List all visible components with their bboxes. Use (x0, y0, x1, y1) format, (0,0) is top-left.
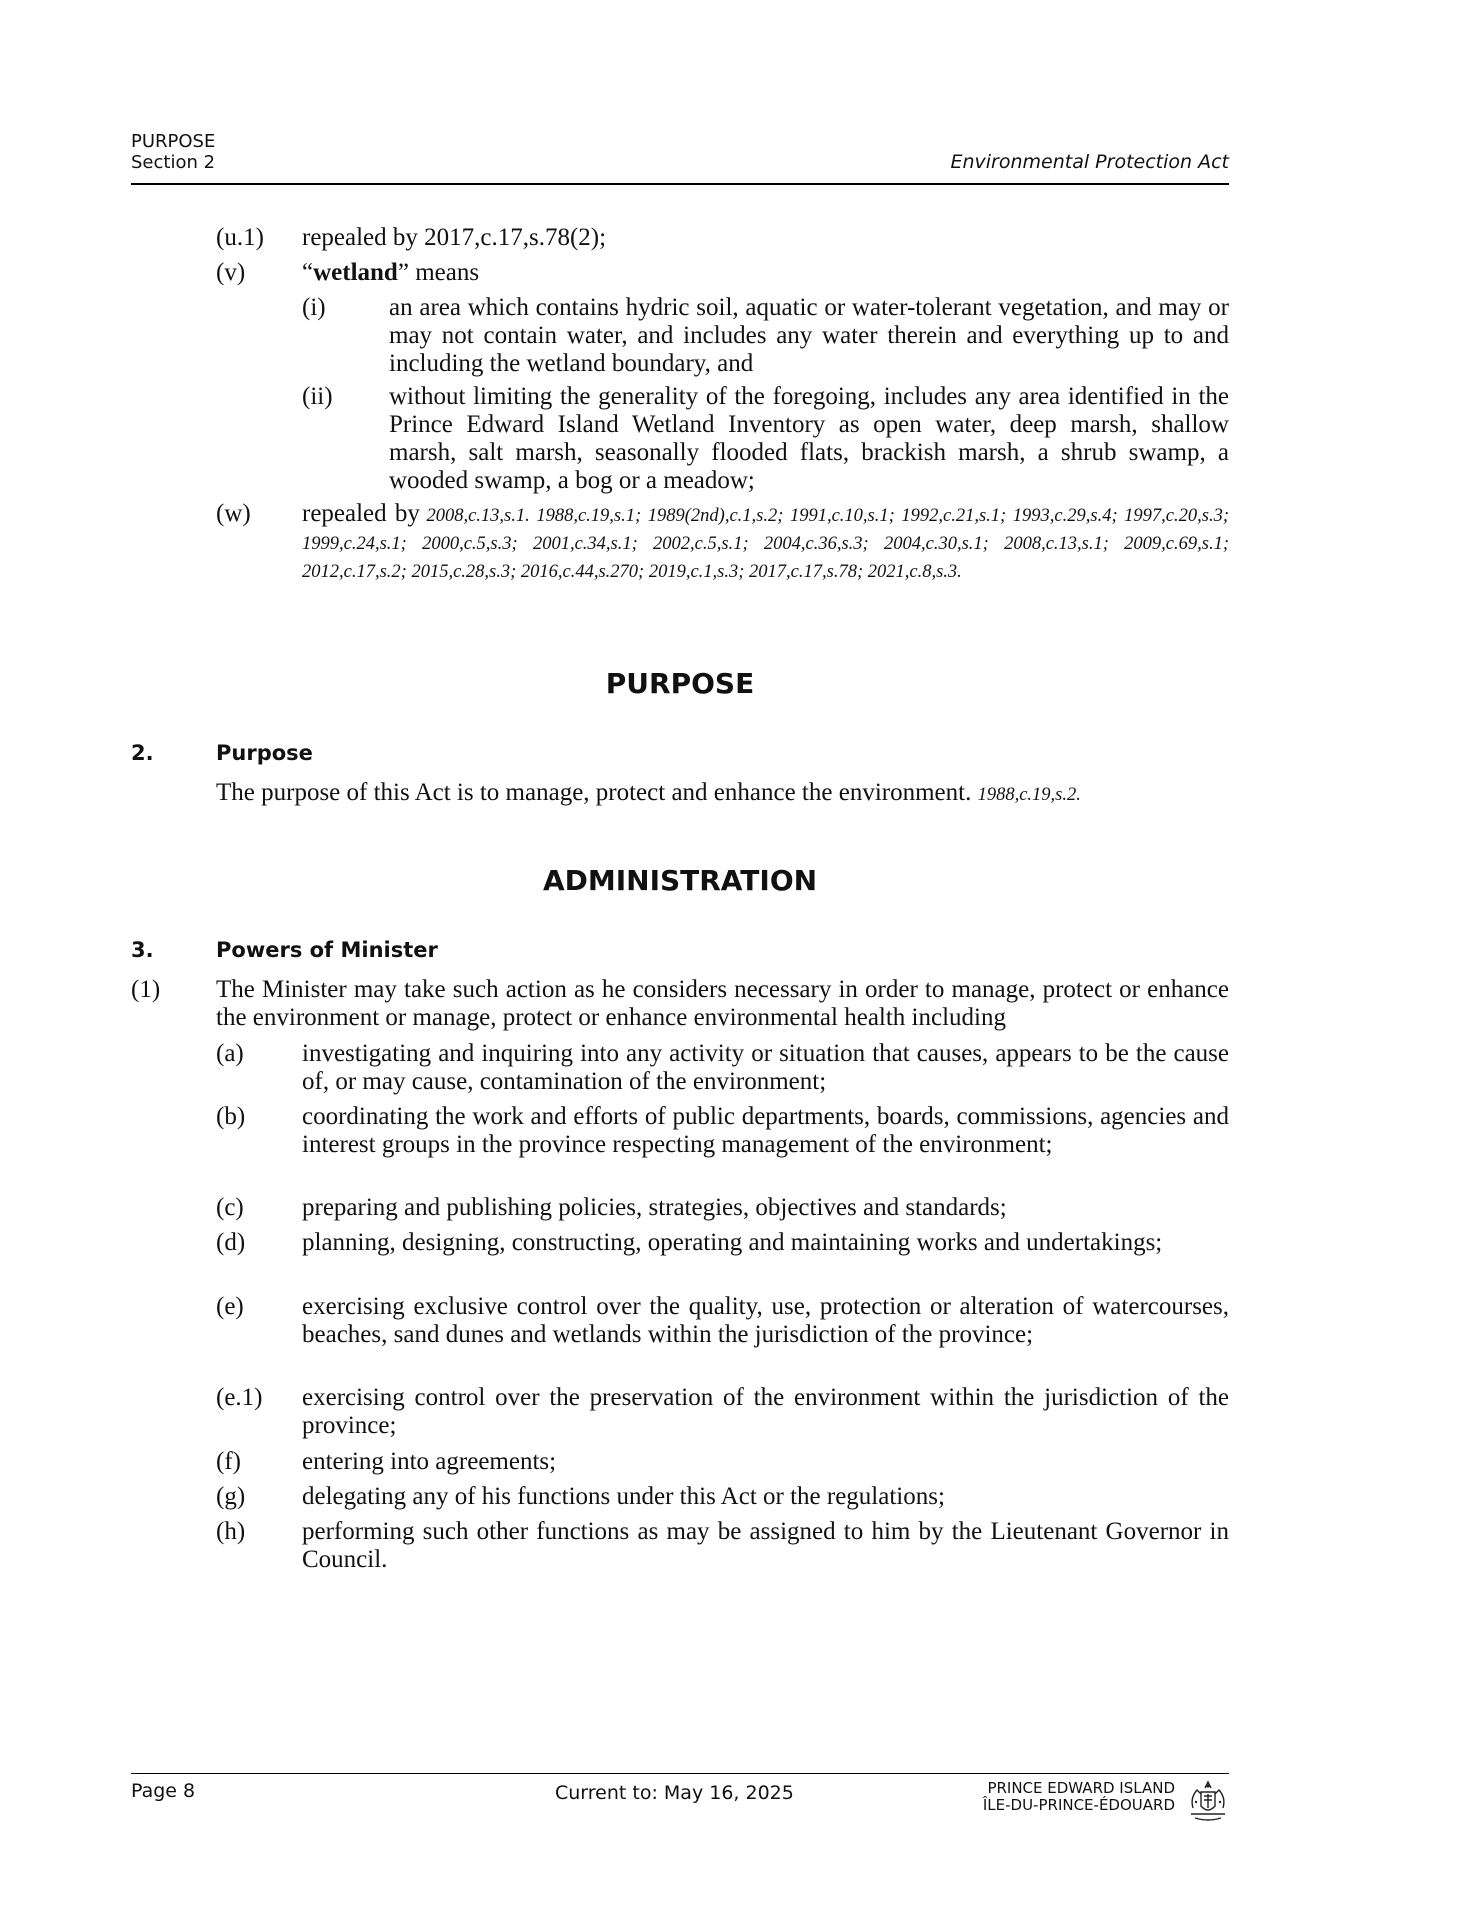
footer-current-to: Current to: May 16, 2025 (555, 1782, 794, 1804)
section-title: Purpose (216, 741, 313, 765)
clause-text: coordinating the work and efforts of public departments, boards, commissions, agencies and interest groups in the province respecting management of the environment; (302, 1103, 1229, 1158)
clause-text: planning, designing, constructing, operating and maintaining works and undertakings; (302, 1229, 1163, 1256)
definition-v-item-label: (ii) (302, 383, 333, 410)
part-heading-administration: ADMINISTRATION (542, 864, 818, 897)
definition-v-item-text: an area which contains hydric soil, aquatic or water-tolerant vegetation, and may or may not contain water, and includes any water therein and everything up to and including the wetland boundary, and (389, 294, 1229, 377)
footer-province (975, 1780, 1175, 1814)
province-name-fr: ÎLE-DU-PRINCE-ÉDOUARD (982, 1796, 1175, 1814)
repeal-citation: 2008,c.13,s.1. 1988,c.19,s.1; 1989(2nd),c.1,s.2; 1991,c.10,s.1; 1992,c.21,s.1; 1993,c.29,s.4; 1997,c.20,s.3; 1999,c.24,s.1; 2000,c.5,s.3; 2001,c.34,s.1; 2002,c.5,s.1; 2004,c.36,s.3; 2004,c.30,s.1; 2008,c.13,s.1; 2009,c.69,s.1; 2012,c.17,s.2; 2015,c.28,s.3; 2016,c.44,s.270; 2019,c.1,s.3; 2017,c.17,s.78; 2021,c.8,s.3. (302, 506, 1230, 582)
section-number: 2. (131, 741, 154, 765)
clause-label: (h) (216, 1518, 246, 1545)
section-number: 3. (131, 938, 154, 962)
definition-label-v: (v) (216, 259, 246, 286)
quote-close-means: ” means (397, 259, 480, 286)
clause-label: (e) (216, 1293, 244, 1320)
footer-page-number: Page 8 (131, 1780, 196, 1802)
part-heading-purpose: PURPOSE (605, 667, 755, 700)
purpose-citation: 1988,c.19,s.2. (977, 785, 1081, 805)
pei-coat-of-arms-icon (1185, 1778, 1231, 1822)
clause-text: delegating any of his functions under this Act or the regulations; (302, 1483, 945, 1510)
header-section: Section 2 (131, 152, 216, 173)
footer-rule (131, 1773, 1229, 1774)
definition-w-text (302, 500, 1229, 586)
clause-label: (a) (216, 1040, 244, 1067)
clause-text: investigating and inquiring into any activity or situation that causes, appears to be the cause of, or may cause, contamination of the environment; (302, 1040, 1229, 1095)
definition-label-w: (w) (216, 500, 251, 527)
definition-label-u1: (u.1) (216, 224, 264, 251)
clause-label: (d) (216, 1229, 246, 1256)
definition-v-item-text: without limiting the generality of the foregoing, includes any area identified in the Prince Edward Island Wetland Inventory as open water, deep marsh, shallow marsh, salt marsh, seasonally flooded flats, brackish marsh, a shrub swamp, a wooded swamp, a bog or a meadow; (389, 383, 1229, 494)
purpose-sentence: The purpose of this Act is to manage, protect and enhance the environment. (216, 779, 972, 806)
subsection-label: (1) (131, 976, 161, 1003)
subsection-text: The Minister may take such action as he considers necessary in order to manage, protect or enhance the environment or manage, protect or enhance environmental health including (216, 976, 1229, 1031)
section-title: Powers of Minister (216, 938, 438, 962)
defined-term-wetland: wetland (313, 259, 398, 286)
clause-label: (f) (216, 1448, 241, 1475)
quote-open: “ (302, 259, 314, 286)
clause-text: entering into agreements; (302, 1448, 557, 1475)
header-rule (131, 183, 1229, 185)
clause-text: exercising control over the preservation of the environment within the jurisdiction of the province; (302, 1384, 1229, 1439)
clause-label: (b) (216, 1103, 246, 1130)
clause-label: (c) (216, 1194, 244, 1221)
header-part: PURPOSE (131, 131, 216, 152)
clause-text: exercising exclusive control over the quality, use, protection or alteration of watercourses, beaches, sand dunes and wetlands within the jurisdiction of the province; (302, 1293, 1229, 1348)
definition-v-item-label: (i) (302, 294, 326, 321)
province-name-en: PRINCE EDWARD ISLAND (987, 1779, 1175, 1797)
definition-u1-text: repealed by 2017,c.17,s.78(2); (302, 224, 607, 251)
running-header-left (131, 131, 215, 173)
purpose-text (216, 779, 1229, 809)
header-act-title: Environmental Protection Act (950, 151, 1229, 173)
clause-label: (g) (216, 1483, 246, 1510)
clause-label: (e.1) (216, 1384, 263, 1411)
repealed-by-text: repealed by (302, 500, 420, 527)
clause-text: performing such other functions as may be assigned to him by the Lieutenant Governor in Council. (302, 1518, 1229, 1573)
clause-text: preparing and publishing policies, strategies, objectives and standards; (302, 1194, 1007, 1221)
definition-v-heading (302, 259, 1229, 287)
